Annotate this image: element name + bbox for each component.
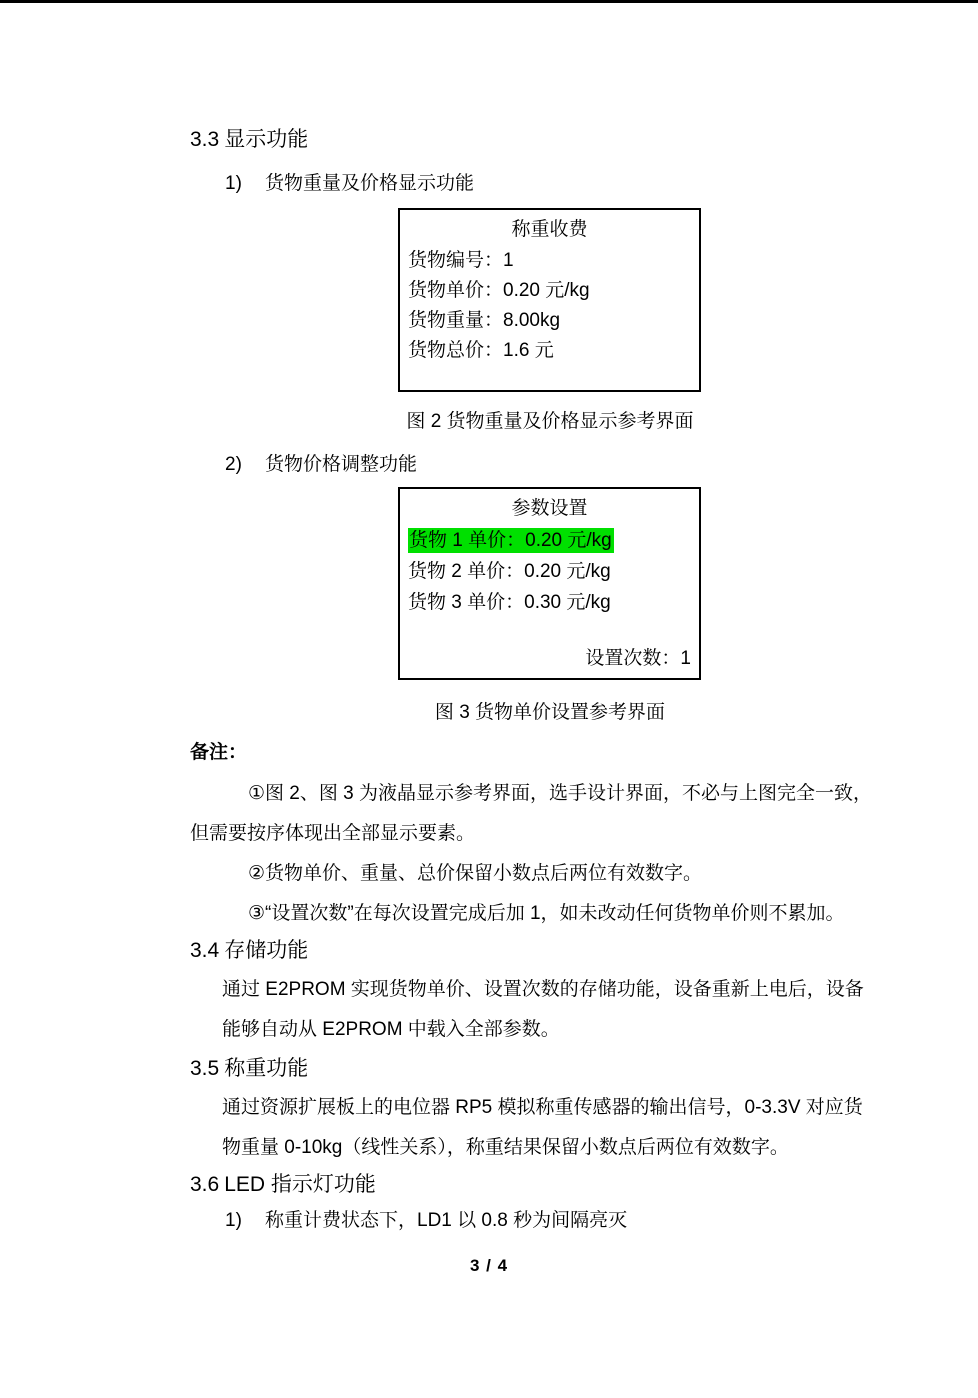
list-marker: 1) bbox=[225, 173, 242, 194]
row-value: 1 bbox=[503, 250, 514, 271]
parameter-settings-box bbox=[398, 487, 701, 680]
notes-heading: 备注： bbox=[190, 742, 248, 763]
note-line-2: ②货物单价、重量、总价保留小数点后两位有效数字。 bbox=[248, 863, 703, 884]
section-3-4-paragraph bbox=[222, 970, 864, 1050]
paragraph-line: 物重量 0-10kg（线性关系），称重结果保留小数点后两位有效数字。 bbox=[222, 1137, 789, 1158]
settings-box-row bbox=[408, 587, 691, 618]
counter-value: 1 bbox=[680, 648, 691, 669]
document-content bbox=[190, 3, 873, 1234]
page-number: 3 / 4 bbox=[469, 1256, 509, 1275]
weighing-box-row bbox=[408, 276, 691, 306]
paragraph-line: 通过 E2PROM 实现货物单价、设置次数的存储功能，设备重新上电后，设备 bbox=[222, 979, 864, 1000]
weighing-box-title: 称重收费 bbox=[511, 219, 588, 240]
figure-3-caption: 图 3 货物单价设置参考界面 bbox=[434, 702, 666, 723]
settings-box-title: 参数设置 bbox=[511, 498, 588, 519]
note-line-3: ③“设置次数”在每次设置完成后加 1，如未改动任何货物单价则不累加。 bbox=[248, 903, 845, 924]
paragraph-line: 能够自动从 E2PROM 中载入全部参数。 bbox=[222, 1019, 560, 1040]
weighing-charge-display-box bbox=[398, 208, 701, 392]
section-3-5-number: 3.5 bbox=[190, 1057, 220, 1080]
list-item-led-1 bbox=[225, 1208, 850, 1234]
section-3-6-title: LED 指示灯功能 bbox=[224, 1173, 376, 1196]
section-3-3-number: 3.3 bbox=[190, 128, 220, 151]
row-value: 8.00kg bbox=[503, 310, 561, 331]
list-marker: 2) bbox=[225, 454, 242, 475]
list-item-display-2 bbox=[225, 452, 850, 478]
list-item-label: 货物价格调整功能 bbox=[265, 454, 418, 475]
paragraph-line: 通过资源扩展板上的电位器 RP5 模拟称重传感器的输出信号，0-3.3V 对应货 bbox=[222, 1097, 863, 1118]
row-value: 0.20 元/kg bbox=[525, 530, 612, 551]
list-item-label: 货物重量及价格显示功能 bbox=[265, 173, 475, 194]
settings-counter-row bbox=[408, 643, 691, 674]
settings-box-row bbox=[408, 556, 691, 587]
row-label: 货物单价： bbox=[408, 280, 504, 301]
row-label: 货物总价： bbox=[408, 340, 504, 361]
section-3-3-heading bbox=[190, 125, 850, 155]
section-3-4-title: 存储功能 bbox=[224, 939, 309, 962]
row-label: 货物编号： bbox=[408, 250, 504, 271]
note-line-1-continued: 但需要按序体现出全部显示要素。 bbox=[190, 823, 476, 844]
row-label: 货物重量： bbox=[408, 310, 504, 331]
section-3-5-heading bbox=[190, 1054, 850, 1084]
row-value: 0.30 元/kg bbox=[524, 592, 611, 613]
list-item-label: 称重计费状态下，LD1 以 0.8 秒为间隔亮灭 bbox=[265, 1210, 628, 1231]
weighing-box-row bbox=[408, 246, 691, 276]
weighing-box-row bbox=[408, 306, 691, 336]
section-3-5-title: 称重功能 bbox=[224, 1057, 309, 1080]
highlighted-price-row bbox=[408, 528, 614, 553]
section-3-5-paragraph bbox=[222, 1088, 863, 1168]
list-marker: 1) bbox=[225, 1210, 242, 1231]
section-3-4-heading bbox=[190, 936, 850, 966]
settings-box-row-highlighted bbox=[408, 525, 691, 556]
section-3-3-title: 显示功能 bbox=[224, 128, 309, 151]
section-3-6-heading bbox=[190, 1170, 850, 1200]
row-value: 1.6 元 bbox=[503, 340, 554, 361]
row-value: 0.20 元/kg bbox=[524, 561, 611, 582]
list-item-display-1 bbox=[225, 171, 850, 197]
counter-label: 设置次数： bbox=[585, 648, 681, 669]
figure-2-caption: 图 2 货物重量及价格显示参考界面 bbox=[406, 411, 694, 432]
section-3-6-number: 3.6 bbox=[190, 1173, 220, 1196]
row-label: 货物 2 单价： bbox=[408, 561, 525, 582]
note-line-1: ①图 2、图 3 为液晶显示参考界面，选手设计界面，不必与上图完全一致， bbox=[248, 783, 873, 804]
row-label: 货物 1 单价： bbox=[409, 530, 526, 551]
row-label: 货物 3 单价： bbox=[408, 592, 525, 613]
section-3-4-number: 3.4 bbox=[190, 939, 220, 962]
weighing-box-row bbox=[408, 336, 691, 366]
row-value: 0.20 元/kg bbox=[503, 280, 590, 301]
